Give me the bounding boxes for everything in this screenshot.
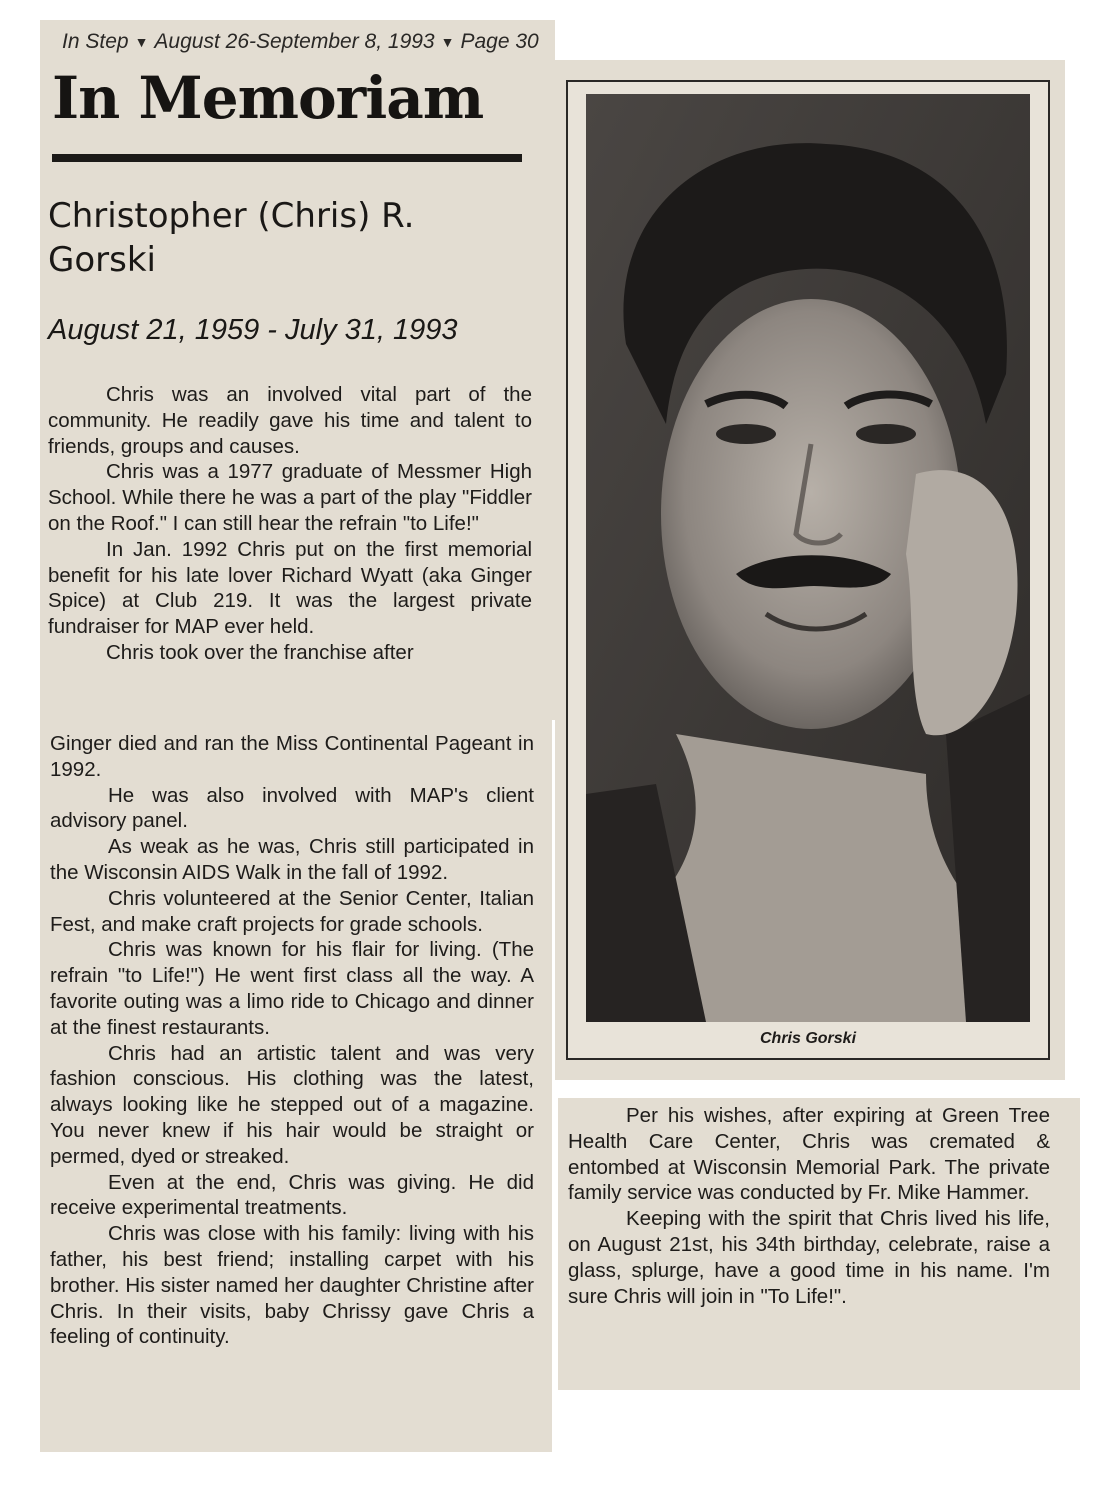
paragraph: Chris was known for his flair for living. (The refrain "to Life!") He went first class all the way. A favorite outing was a limo ride to Chicago and dinner at the finest restaurants. [50, 938, 534, 1039]
masthead-publication: In Step [62, 30, 129, 53]
paragraph: Even at the end, Chris was giving. He did receive experimental treatments. [50, 1170, 534, 1220]
paragraph: He was also involved with MAP's client advisory panel. [50, 783, 534, 833]
left-column-bottom [50, 731, 534, 1350]
paragraph: Chris was close with his family: living with his father, his best friend; installing carpet with his brother. His sister named her daughter Christine after Chris. In their visits, baby Chrissy gave Chris a feeling of continuity. [50, 1222, 534, 1349]
masthead [62, 30, 682, 54]
paragraph: Ginger died and ran the Miss Continental Pageant in 1992. [50, 732, 534, 781]
right-column [568, 1103, 1050, 1309]
triangle-separator-icon: ▼ [440, 34, 455, 50]
masthead-date-range: August 26-September 8, 1993 [154, 30, 435, 53]
triangle-separator-icon: ▼ [134, 34, 149, 50]
photo-caption: Chris Gorski [759, 1030, 857, 1047]
paragraph: As weak as he was, Chris still participated in the Wisconsin AIDS Walk in the fall of 1992. [50, 835, 534, 884]
portrait-illustration [586, 94, 1030, 1022]
left-column-top [48, 382, 532, 666]
paragraph: In Jan. 1992 Chris put on the first memorial benefit for his late lover Richard Wyatt (aka Ginger Spice) at Club 219. It was the largest private fundraiser for MAP ever held. [48, 537, 532, 639]
photo-frame [566, 80, 1050, 1060]
title-rule [52, 154, 522, 162]
paragraph: Chris was an involved vital part of the community. He readily gave his time and talent to friends, groups and causes. [48, 383, 532, 458]
paragraph: Chris volunteered at the Senior Center, Italian Fest, and make craft projects for grade schools. [50, 886, 534, 936]
obituary-dates: August 21, 1959 - July 31, 1993 [48, 314, 458, 346]
paragraph: Chris took over the franchise after [106, 640, 414, 664]
masthead-page: Page 30 [460, 30, 539, 53]
obituary-name: Christopher (Chris) R. Gorski [48, 196, 415, 280]
paragraph: Chris had an artistic talent and was very fashion conscious. His clothing was the latest, always looking like he stepped out of a magazine. You never knew if his hair would be straight or permed, dyed or streaked. [50, 1041, 534, 1168]
section-title: In Memoriam [52, 64, 484, 132]
paragraph: Chris was a 1977 graduate of Messmer High School. While there he was a part of the play "Fiddler on the Roof." I can still hear the refrain "to Life!" [48, 460, 532, 535]
portrait-photo [586, 94, 1030, 1022]
paragraph: Keeping with the spirit that Chris lived his life, on August 21st, his 34th birthday, celebrate, raise a glass, splurge, have a good time in his name. I'm sure Chris will join in "To Life!". [568, 1207, 1050, 1308]
paragraph: Per his wishes, after expiring at Green Tree Health Care Center, Chris was cremated & entombed at Wisconsin Memorial Park. The private family service was conducted by Fr. Mike Hammer. [568, 1104, 1050, 1205]
